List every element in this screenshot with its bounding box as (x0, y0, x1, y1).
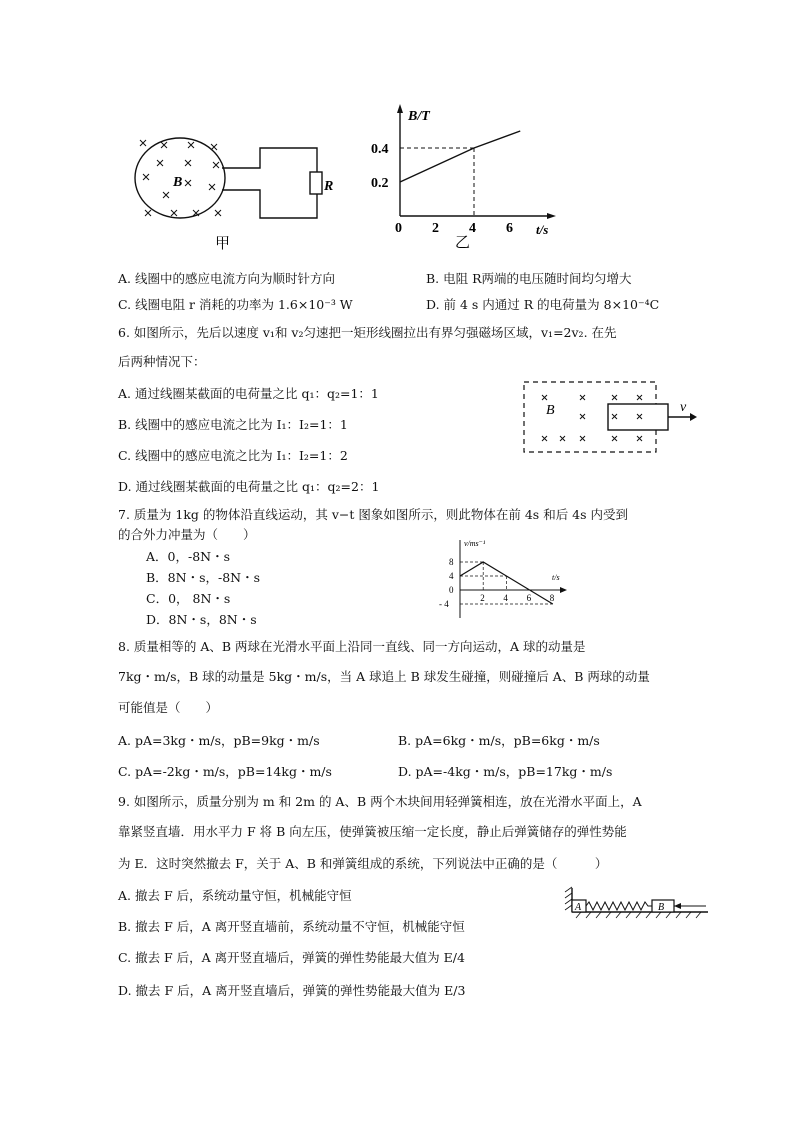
q6-stem-line2: 后两种情况下： (118, 354, 206, 369)
block-b-label: B (658, 902, 665, 913)
arrow-left-icon (674, 903, 681, 909)
x-tick-label: 6 (506, 221, 513, 236)
q6-stem-line1: 6. 如图所示，先后以速度 v₁和 v₂匀速把一矩形线圈拉出有界匀强磁场区域，v₁=2v₂. 在先 (118, 325, 617, 340)
q9-option-c[interactable]: C. 撤去 F 后，A 离开竖直墙后，弹簧的弹性势能最大值为 E/4 (118, 950, 465, 965)
y-tick-label: 0.2 (371, 176, 389, 191)
q5-option-d[interactable]: D. 前 4 s 内通过 R 的电荷量为 8×10⁻⁴C (426, 297, 660, 312)
q9-stem-line3: 为 E．这时突然撤去 F，关于 A、B 和弹簧组成的系统，下列说法中正确的是（ ） (118, 856, 608, 871)
q7-stem-line2: 的合外力冲量为（ ） (118, 527, 256, 542)
q6-field-label: B (546, 403, 555, 418)
vt-x-arrow (560, 587, 567, 593)
vt-x-tick-label: 4 (503, 593, 508, 603)
q7-option-b[interactable]: B．8N・s，-8N・s (146, 570, 261, 585)
y-axis-label: B/T (408, 109, 430, 124)
vt-y-label: v/ms⁻¹ (464, 539, 486, 548)
q9-stem-line2: 靠紧竖直墙．用水平力 F 将 B 向左压，使弹簧被压缩一定长度，静止后弹簧储存的弹性势能 (118, 824, 627, 839)
x-tick-label: 2 (432, 221, 439, 236)
b-t-series-line (400, 131, 520, 182)
q9-option-b[interactable]: B. 撤去 F 后，A 离开竖直墙前，系统动量不守恒，机械能守恒 (118, 919, 465, 934)
q5-option-a[interactable]: A. 线圈中的感应电流方向为顺时针方向 (118, 271, 335, 286)
x-axis-arrow (547, 213, 556, 219)
q6-option-a[interactable]: A. 通过线圈某截面的电荷量之比 q₁：q₂=1：1 (118, 386, 379, 401)
q6-velocity-label: v (680, 400, 687, 415)
vt-x-tick-label: 8 (549, 593, 555, 603)
q5-option-b[interactable]: B. 电阻 R两端的电压随时间均匀增大 (426, 271, 632, 286)
vt-x-tick-label: 2 (480, 593, 485, 603)
vt-y-tick-label: 4 (449, 571, 454, 581)
q6-option-d[interactable]: D. 通过线圈某截面的电荷量之比 q₁：q₂=2：1 (118, 479, 380, 494)
vt-y-tick-label: - 4 (439, 599, 449, 609)
q6-option-c[interactable]: C. 线圈中的感应电流之比为 I₁：I₂=1：2 (118, 448, 348, 463)
field-label: B (173, 175, 183, 190)
q8-stem-line3: 可能值是（ ） (118, 700, 219, 715)
block-a-label: A (575, 902, 582, 913)
q8-stem-line2: 7kg・m/s，B 球的动量是 5kg・m/s，当 A 球追上 B 球发生碰撞，则碰撞后 A、B 两球的动量 (118, 669, 650, 684)
q8-option-c[interactable]: C. pA=-2kg・m/s，pB=14kg・m/s (118, 764, 332, 779)
q5-option-c[interactable]: C. 线圈电阻 r 消耗的功率为 1.6×10⁻³ W (118, 297, 353, 312)
q7-option-a[interactable]: A．0，-8N・s (146, 549, 231, 564)
q9-option-a[interactable]: A. 撤去 F 后，系统动量守恒，机械能守恒 (118, 888, 352, 903)
vt-chart (438, 534, 573, 622)
q6-option-b[interactable]: B. 线圈中的感应电流之比为 I₁：I₂=1：1 (118, 417, 348, 432)
x-tick-label: 4 (469, 221, 476, 236)
x-axis-label: t/s (536, 222, 549, 237)
figure-caption-yi: 乙 (455, 235, 471, 250)
bt-chart (360, 100, 570, 250)
resistor-label: R (324, 179, 334, 194)
q8-option-d[interactable]: D. pA=-4kg・m/s，pB=17kg・m/s (398, 764, 613, 779)
q6-figure (520, 378, 710, 458)
q8-stem-line1: 8. 质量相等的 A、B 两球在光滑水平面上沿同一直线、同一方向运动，A 球的动量是 (118, 639, 586, 654)
q7-option-c[interactable]: C．0， 8N・s (146, 591, 231, 606)
y-tick-label: 0.4 (371, 142, 389, 157)
vt-y-tick-label: 8 (449, 557, 454, 567)
q7-option-d[interactable]: D．8N・s，8N・s (146, 612, 257, 627)
q8-option-a[interactable]: A. pA=3kg・m/s，pB=9kg・m/s (118, 733, 320, 748)
vt-y-tick-label: 0 (449, 585, 454, 595)
vt-x-tick-label: 6 (526, 593, 532, 603)
vt-x-label: t/s (552, 573, 560, 582)
coil-rectangle (608, 404, 668, 430)
figure-jia (125, 120, 335, 255)
spring (586, 902, 652, 910)
y-axis-arrow (397, 104, 403, 113)
q8-option-b[interactable]: B. pA=6kg・m/s，pB=6kg・m/s (398, 733, 600, 748)
q9-stem-line1: 9. 如图所示，质量分别为 m 和 2m 的 A、B 两个木块间用轻弹簧相连，放在光滑水平面上，A (118, 794, 642, 809)
arrow-right-icon (690, 413, 697, 421)
x-tick-label: 0 (395, 221, 402, 236)
figure-caption-jia: 甲 (215, 236, 231, 252)
q9-figure (562, 884, 712, 920)
q7-stem-line1: 7. 质量为 1kg 的物体沿直线运动，其 v−t 图象如图所示，则此物体在前 4s 和后 4s 内受到 (118, 507, 629, 522)
q9-option-d[interactable]: D. 撤去 F 后，A 离开竖直墙后，弹簧的弹性势能最大值为 E/3 (118, 983, 466, 998)
